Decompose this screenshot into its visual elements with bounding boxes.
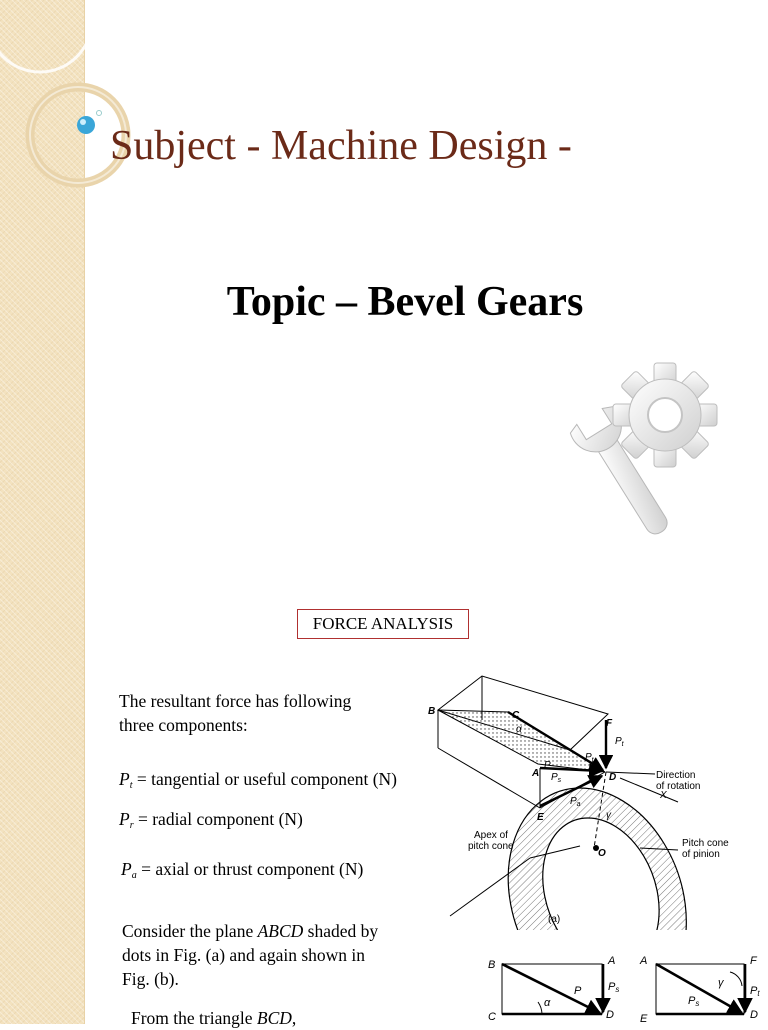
point-c: C <box>488 1011 496 1023</box>
radial-component <box>119 807 303 838</box>
symbol: P <box>121 859 132 879</box>
point-d: D <box>606 1009 614 1021</box>
pt-label: $P_t$ <box>615 736 624 748</box>
bevel-gear-force-diagram <box>420 668 768 930</box>
pinion-ring <box>508 788 686 930</box>
subject-title: Subject - Machine Design - <box>110 123 572 169</box>
ps-label: $P_s$ <box>551 772 562 784</box>
p-label: P <box>544 760 551 771</box>
point-a: A <box>608 955 616 967</box>
pt-label-2: $P_t$ <box>585 752 594 764</box>
point-b: B <box>428 706 436 717</box>
consider-line-1: Consider the plane ABCD shaded by <box>122 921 379 941</box>
point-o: O <box>598 848 606 859</box>
pitch-cone-label: Pitch cone of pinion <box>682 838 729 860</box>
intro-text <box>119 689 351 737</box>
gear-and-wrench-icon <box>540 360 740 550</box>
point-d: D <box>609 772 617 783</box>
point-e: E <box>537 812 544 823</box>
point-c: C <box>512 710 520 721</box>
consider-line-2: dots in Fig. (a) and again shown in <box>122 945 366 965</box>
point-a: A <box>640 955 648 967</box>
intro-line-2: three components: <box>119 715 248 735</box>
point-d: D <box>750 1009 758 1021</box>
blue-bead-icon <box>77 116 95 134</box>
subscript: r <box>129 820 134 831</box>
point-f: F <box>606 718 613 729</box>
description: = axial or thrust component (N) <box>136 859 364 879</box>
point-e: E <box>640 1013 648 1024</box>
triangle-line: From the triangle BCD, <box>131 1008 297 1028</box>
symbol: P <box>119 809 130 829</box>
consider-paragraph <box>122 919 378 991</box>
point-f: F <box>750 955 757 967</box>
alpha-label: α <box>516 724 522 735</box>
ps-label: Ps <box>608 981 620 994</box>
description: = tangential or useful component (N) <box>132 769 398 789</box>
ps-label: Ps <box>688 995 700 1008</box>
direction-label: Direction of rotation <box>656 770 701 792</box>
consider-line-3: Fig. (b). <box>122 969 179 989</box>
point-a: A <box>532 768 540 779</box>
point-b: B <box>488 959 496 971</box>
gamma-label: γ <box>718 977 724 989</box>
figure-a-caption: (a) <box>548 914 561 925</box>
symbol: P <box>119 769 130 789</box>
axial-component <box>121 857 363 888</box>
gamma-label: γ <box>606 810 611 821</box>
topic-title: Topic – Bevel Gears <box>226 279 584 325</box>
decorative-rings <box>0 0 140 210</box>
alpha-label: α <box>544 997 551 1009</box>
tangential-component <box>119 767 397 798</box>
description: = radial component (N) <box>133 809 303 829</box>
pa-label: $P_a$ <box>570 796 581 808</box>
subscript: a <box>131 870 137 881</box>
subscript: t <box>129 780 133 791</box>
force-triangles-diagram <box>480 950 768 1024</box>
apex-label: Apex of pitch cone <box>468 830 514 852</box>
intro-line-1: The resultant force has following <box>119 691 352 711</box>
pt-label: Pt <box>750 985 760 998</box>
force-analysis-heading: FORCE ANALYSIS <box>297 609 469 639</box>
point-x: X <box>660 790 667 801</box>
p-label: P <box>574 985 582 997</box>
